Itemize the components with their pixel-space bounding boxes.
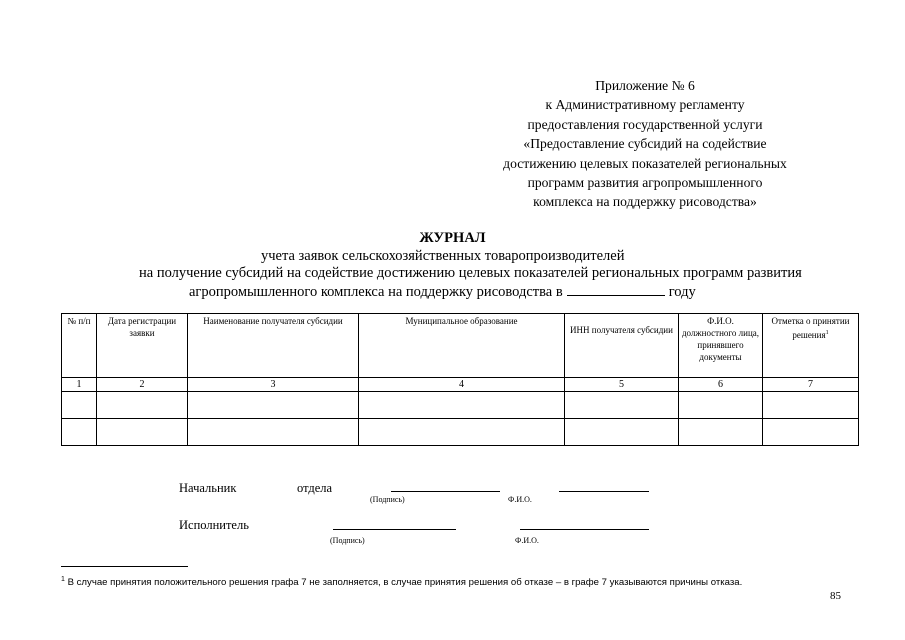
journal-subtitle-suffix: году <box>668 284 696 300</box>
column-header-decision-label: Отметка о принятии решения <box>771 316 850 340</box>
executor-fio-line[interactable] <box>520 529 649 530</box>
table-cell[interactable] <box>62 392 97 419</box>
table-row <box>62 392 859 419</box>
table-cell[interactable] <box>97 419 188 446</box>
journal-subtitle-line-1: учета заявок сельскохозяйственных товаропроизводителей <box>261 248 625 264</box>
appendix-line: к Административному регламенту <box>545 97 745 113</box>
executor-signature-line[interactable] <box>333 529 456 530</box>
column-number-row <box>62 378 859 392</box>
column-number: 1 <box>62 378 97 392</box>
executor-fio-caption: Ф.И.О. <box>515 536 539 545</box>
column-number: 5 <box>565 378 679 392</box>
column-header-official: Ф.И.О. должностного лица, принявшего документы <box>679 314 763 378</box>
appendix-line: «Предоставление субсидий на содействие <box>523 136 767 152</box>
table-header-row <box>62 314 859 378</box>
footnote-divider <box>61 566 188 567</box>
appendix-line: комплекса на поддержку рисоводства» <box>533 194 757 210</box>
page-number: 85 <box>830 590 841 602</box>
column-number: 3 <box>188 378 359 392</box>
table-cell[interactable] <box>97 392 188 419</box>
column-number: 2 <box>97 378 188 392</box>
appendix-header <box>455 76 835 212</box>
chief-signature-line[interactable] <box>391 491 500 492</box>
footnote-text: В случае принятия положительного решения графа 7 не заполняется, в случае принятия решения об отказе – в графе 7 указываются причины отказа. <box>64 577 743 589</box>
table-row <box>62 419 859 446</box>
table-cell[interactable] <box>188 392 359 419</box>
journal-subtitle-line-2: на получение субсидий на содействие достижению целевых показателей региональных программ развития <box>139 265 802 281</box>
journal-title: ЖУРНАЛ <box>419 230 486 246</box>
table-cell[interactable] <box>763 392 859 419</box>
appendix-line: предоставления государственной услуги <box>527 116 763 132</box>
column-number: 6 <box>679 378 763 392</box>
footnote-marker: 1 <box>825 330 829 336</box>
column-header-decision <box>763 314 859 378</box>
table-cell[interactable] <box>62 419 97 446</box>
table-cell[interactable] <box>565 392 679 419</box>
column-header-number: № п/п <box>62 314 97 378</box>
journal-subtitle-line-3 <box>189 283 696 301</box>
footnote <box>61 574 742 589</box>
appendix-line: программ развития агропромышленного <box>527 175 763 191</box>
table-cell[interactable] <box>763 419 859 446</box>
executor-signature-caption: (Подпись) <box>330 536 365 545</box>
appendix-line: достижению целевых показателей региональных <box>503 155 787 171</box>
table-cell[interactable] <box>679 392 763 419</box>
table-cell[interactable] <box>565 419 679 446</box>
column-number: 7 <box>763 378 859 392</box>
table-cell[interactable] <box>679 419 763 446</box>
chief-fio-line[interactable] <box>559 491 649 492</box>
column-header-municipality: Муниципальное образование <box>359 314 565 378</box>
footnote-marker: 1 <box>61 576 65 583</box>
department-label: отдела <box>297 481 333 495</box>
table-cell[interactable] <box>359 419 565 446</box>
journal-subtitle-prefix: агропромышленного комплекса на поддержку рисоводства в <box>189 284 563 300</box>
column-header-recipient: Наименование получателя субсидии <box>188 314 359 378</box>
appendix-line: Приложение № 6 <box>595 78 695 93</box>
executor-label: Исполнитель <box>179 518 249 532</box>
chief-label: Начальник <box>179 481 237 495</box>
journal-table <box>61 313 859 446</box>
table-cell[interactable] <box>188 419 359 446</box>
chief-fio-caption: Ф.И.О. <box>508 495 532 504</box>
chief-signature-caption: (Подпись) <box>370 495 405 504</box>
table-cell[interactable] <box>359 392 565 419</box>
year-blank-field[interactable] <box>567 283 665 296</box>
column-header-date: Дата регистрации заявки <box>97 314 188 378</box>
column-number: 4 <box>359 378 565 392</box>
column-header-inn: ИНН получателя субсидии <box>565 314 679 378</box>
